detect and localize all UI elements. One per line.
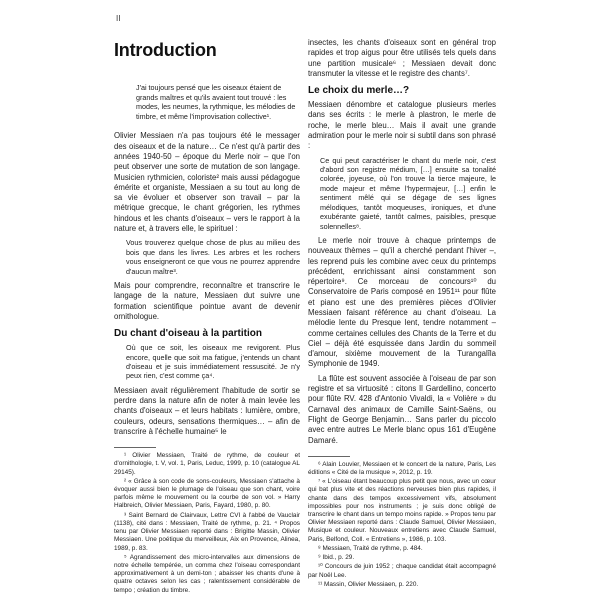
block-quote: Où que ce soit, les oiseaux me revigorent. Plus encore, quelle que soit ma fatigue, j'entends un chant d'oiseau et je suis immédiatement ressuscité. Je n'y peux rien, c'est comme ça⁴. <box>126 343 300 381</box>
footnote: ⁵ Agrandissement des micro-intervalles aux dimensions de notre échelle tempérée, un comma chez l'oiseau correspondant approximativement à un demi-ton ; abaisser les chants d'une à quatre octaves selon les cas ; ralentissement considérable de tempo ; création du timbre. <box>114 553 300 594</box>
footnote: ⁶ Alain Louvier, Messiaen et le concert de la nature, Paris, Les éditions « Cité de la musique », 2012, p. 19. <box>308 460 496 477</box>
paragraph: Messiaen dénombre et catalogue plusieurs merles dans ses écrits : le merle à plastron, le merle de roche, le merle bleu… Mais il avait une grande admiration pour le merle noir si subtil dans son phrasé : <box>308 100 496 151</box>
epigraph: J'ai toujours pensé que les oiseaux étaient de grands maîtres et qu'ils avaient tout trouvé : les modes, les neumes, la rythmique, les mélodies de timbre, et même l'improvisation collective¹. <box>136 83 296 121</box>
right-column <box>308 38 496 590</box>
footnote: ⁸ Messiaen, Traité de rythme, p. 484. <box>318 544 423 552</box>
footnote: ¹¹ Massin, Olivier Messiaen, p. 220. <box>318 580 419 588</box>
paragraph: Olivier Messiaen n'a pas toujours été le messager des oiseaux et de la nature… Ce n'est qu'à partir des années 1940-50 – époque du Merle noir – que l'on peut observer une sorte de mutation de son langage. Musicien rythmicien, coloriste² mais aussi pédagogue émérite et organiste, Messiaen a su tout au long de sa vie évoluer et observer son travail – par la métrique grecque, le chant grégorien, les rythmes hindous et les chants d'oiseaux – vers le rapport à la nature et, à travers elle, le spirituel : <box>114 131 300 234</box>
paragraph: Mais pour comprendre, reconnaître et transcrire le langage de la nature, Messiaen dut suivre une formation scientifique pointue avant de devenir ornithologue. <box>114 280 300 321</box>
footnote: ¹ Olivier Messiaen, Traité de rythme, de couleur et d'ornithologie, t. V, vol. 1, Paris, Leduc, 1999, p. 10 (catalogue AL 29145). <box>114 452 300 476</box>
footnote: ⁷ « L'oiseau étant beaucoup plus petit que nous, avec un cœur qui bat plus vite et des réactions nerveuses bien plus rapides, il chante dans des tempos excessivement vifs, absolument impossibles pour nos instruments ; je suis donc obligé de transcrire le chant dans un tempo moins rapide. » Propos tenu par Olivier Messiaen reporté dans : Claude Samuel, Olivier Messiaen, Musique et couleur. Nouveaux entretiens avec Claude Samuel, Paris, Belfond, Coll. « Entretiens », 1986, p. 103. <box>308 478 496 543</box>
footnote: ² « Grâce à son code de sons-couleurs, Messiaen s'attache à évoquer aussi bien le plumage de l'oiseau que son chant, voire parfois même le mouvement ou la courbe de son vol. » Harry Halbreich, Olivier Messiaen, Paris, Fayard, 1980, p. 80. <box>114 477 300 510</box>
left-column <box>114 40 300 596</box>
paragraph: insectes, les chants d'oiseaux sont en général trop rapides et trop aigus pour être utilisés tels quels dans une partition musicale⁶ ; Messiaen devait donc transmuter la vitesse et le registre des chants⁷. <box>308 38 496 78</box>
footnote: ³ Saint Bernard de Clairvaux, Lettre CVI à l'abbé de Vauclair (1138), cité dans : Messiaen, Traité de rythme, p. 21. ⁴ Propos tenu par Olivier Messiaen reporté dans : Brigitte Massin, Olivier Messiaen. Une poétique du merveilleux, Aix en Provence, Alinea, 1989, p. 83. <box>114 511 300 552</box>
page-number: II <box>116 14 121 23</box>
footnote-rule <box>308 456 350 457</box>
paragraph: Messiaen avait régulièrement l'habitude de sortir se perdre dans la nature afin de noter à main levée les chants d'oiseaux – et leurs habitats : lumière, ombre, couleurs, odeurs, sensations thermiques… – afin de transcrire à l'échelle humaine⁵ le <box>114 385 300 436</box>
section-heading: Le choix du merle…? <box>308 85 410 97</box>
section-heading: Du chant d'oiseau à la partition <box>114 328 262 340</box>
block-quote: Vous trouverez quelque chose de plus au milieu des bois que dans les livres. Les arbres et les rochers vous enseigneront ce que vous ne pourrez apprendre d'aucun maître³. <box>126 238 300 276</box>
paragraph: La flûte est souvent associée à l'oiseau de par son registre et sa virtuosité : citons Il Gardellino, concerto pour flûte RV. 428 d'Antonio Vivaldi, la « Volière » du Carnaval des animaux de Camille Saint-Saëns, ou Flight de George Benjamin… Sans parler du piccolo avec entre autres Le Merle blanc opus 161 d'Eugène Damaré. <box>308 373 496 445</box>
paragraph: Le merle noir trouve à chaque printemps de nouveaux thèmes – qu'il a cherché pendant l'hiver –, les reprend puis les combine avec ceux du printemps précédent, enrichissant ainsi constamment son répertoire⁹. Ce morceau de concours¹⁰ du Conservatoire de Paris composé en 1951¹¹ pour flûte et piano est une des premières pièces d'Olivier Messiaen faisant référence au chant d'oiseau. La mélodie lente du Presque lent, tendre notamment – comme certaines cellules des Chants de la Terre et du Ciel – déjà été esquissée dans Jardin du sommeil d'amour, sixième mouvement de la Turangalîla Symphonie de 1949. <box>308 235 496 369</box>
footnote: ¹⁰ Concours de juin 1952 ; chaque candidat était accompagné par Noël Lee. <box>308 563 496 579</box>
page-title: Introduction <box>114 40 217 60</box>
footnote: ⁹ Ibid., p. 29. <box>318 554 355 562</box>
block-quote: Ce qui peut caractériser le chant du merle noir, c'est d'abord son registre médium, […] ensuite sa tonalité colorée, joyeuse, où l'on trouve la tierce majeure, le mode majeur et même l'hypermajeur, […] enfin le sentiment mêlé qui se dégage de ses lignes mélodiques, tantôt moqueuses, ironiques, et d'une exubérante gaieté, tantôt calmes, paisibles, presque solennelles⁸. <box>320 155 496 231</box>
footnote-rule <box>114 447 156 448</box>
